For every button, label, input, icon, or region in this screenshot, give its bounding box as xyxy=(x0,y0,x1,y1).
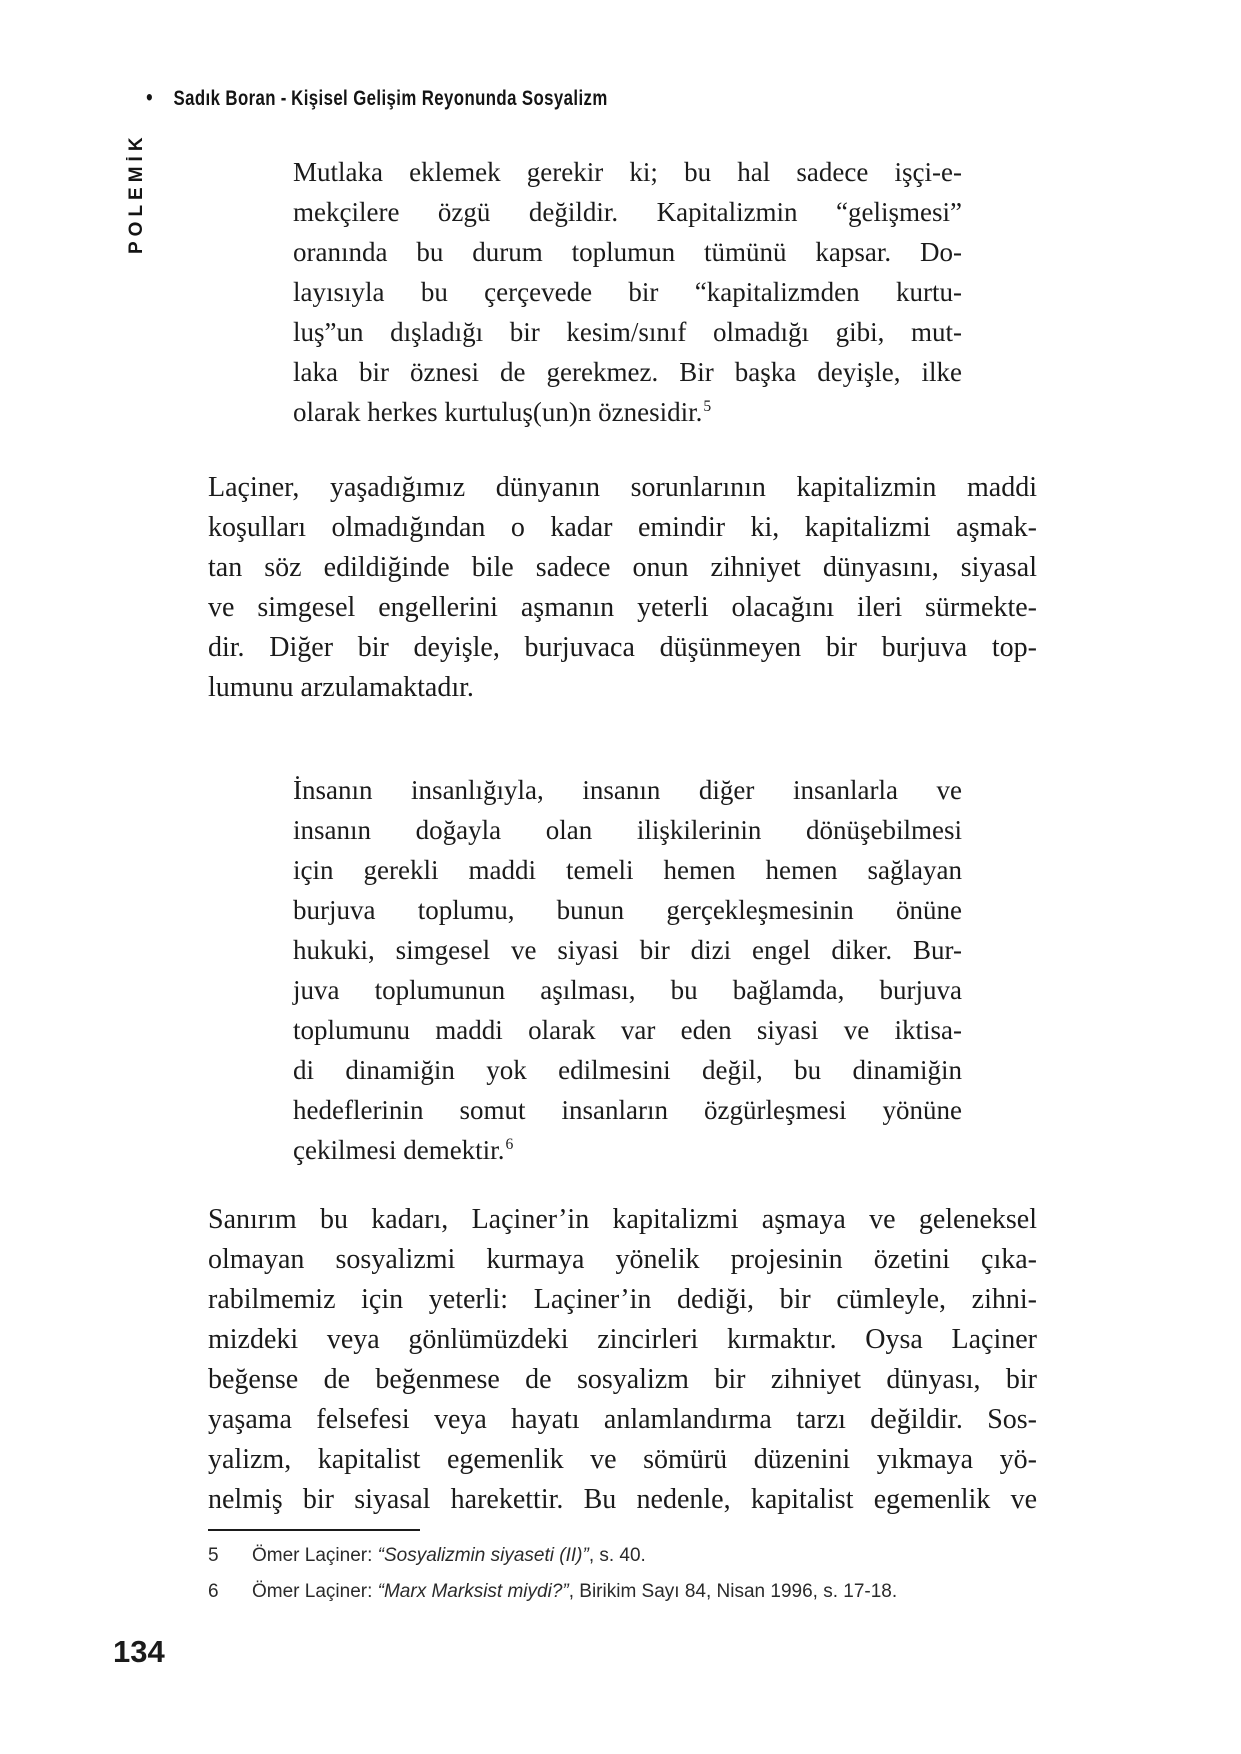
header-article-title: Kişisel Gelişim Reyonunda Sosyalizm xyxy=(291,87,608,110)
quote-line: için gerekli maddi temeli hemen hemen sağlayan xyxy=(293,855,962,885)
quote-line: laka bir öznesi de gerekmez. Bir başka deyişle, ilke xyxy=(293,357,962,387)
footnote-divider xyxy=(208,1529,420,1531)
blockquote-1 xyxy=(293,152,962,432)
quote-line: insanın doğayla olan ilişkilerinin dönüşebilmesi xyxy=(293,815,962,845)
footnote-text xyxy=(252,1545,646,1567)
footnote-prefix: Ömer Laçiner: xyxy=(252,1545,378,1566)
footnote-number: 5 xyxy=(208,1545,219,1566)
quote-last-line xyxy=(293,1130,962,1170)
paragraph-line: beğense de beğenmese de sosyalizm bir zihniyet dünyası, bir xyxy=(208,1364,1037,1395)
paragraph-line: Laçiner, yaşadığımız dünyanın sorunlarının kapitalizmin maddi xyxy=(208,472,1037,503)
quote-line: layısıyla bu çerçevede bir “kapitalizmden kurtu- xyxy=(293,277,962,307)
quote-line: di dinamiğin yok edilmesini değil, bu dinamiğin xyxy=(293,1055,962,1085)
footnote-title: “Sosyalizmin siyaseti (II)” xyxy=(377,1545,589,1566)
quote-line: oranında bu durum toplumun tümünü kapsar. Do- xyxy=(293,237,962,267)
quote-line: juva toplumunun aşılması, bu bağlamda, burjuva xyxy=(293,975,962,1005)
footnote-ref-5: 5 xyxy=(703,398,712,415)
footnote-6 xyxy=(208,1581,1048,1603)
quote-line: mekçilere özgü değildir. Kapitalizmin “gelişmesi” xyxy=(293,197,962,227)
quote-line: Mutlaka eklemek gerekir ki; bu hal sadece işçi-e- xyxy=(293,157,962,187)
quote-line: hukuki, simgesel ve siyasi bir dizi engel diker. Bur- xyxy=(293,935,962,965)
quote-last-line xyxy=(293,392,962,432)
footnote-suffix: , Birikim Sayı 84, Nisan 1996, s. 17-18. xyxy=(568,1581,898,1602)
paragraph-line: nelmiş bir siyasal harekettir. Bu nedenle, kapitalist egemenlik ve xyxy=(208,1484,1037,1515)
paragraph-1 xyxy=(208,468,1037,708)
paragraph-line: koşulları olmadığından o kadar emindir ki, kapitalizmi aşmak- xyxy=(208,512,1037,543)
quote-line: İnsanın insanlığıyla, insanın diğer insanlarla ve xyxy=(293,775,962,805)
paragraph-2 xyxy=(208,1200,1037,1520)
paragraph-line: dir. Diğer bir deyişle, burjuvaca düşünmeyen bir burjuva top- xyxy=(208,632,1037,663)
blockquote-2 xyxy=(293,770,962,1170)
paragraph-line: yaşama felsefesi veya hayatı anlamlandırma tarzı değildir. Sos- xyxy=(208,1404,1037,1435)
quote-line: toplumunu maddi olarak var eden siyasi ve iktisa- xyxy=(293,1015,962,1045)
quote-line-text: olarak herkes kurtuluş(un)n öznesidir. xyxy=(293,397,703,427)
header-separator: - xyxy=(280,87,287,110)
running-header xyxy=(146,86,608,111)
quote-line: hedeflerinin somut insanların özgürleşmesi yönüne xyxy=(293,1095,962,1125)
paragraph-line: rabilmemiz için yeterli: Laçiner’in dediği, bir cümleyle, zihni- xyxy=(208,1284,1037,1315)
section-label-vertical: POLEMİK xyxy=(126,132,147,254)
page-number: 134 xyxy=(113,1634,165,1669)
footnote-ref-6: 6 xyxy=(505,1136,514,1153)
quote-line: luş”un dışladığı bir kesim/sınıf olmadığı gibi, mut- xyxy=(293,317,962,347)
paragraph-line: tan söz edildiğinde bile sadece onun zihniyet dünyasını, siyasal xyxy=(208,552,1037,583)
paragraph-line: yalizm, kapitalist egemenlik ve sömürü düzenini yıkmaya yö- xyxy=(208,1444,1037,1475)
footnote-title: “Marx Marksist miydi?” xyxy=(377,1581,569,1602)
footnote-prefix: Ömer Laçiner: xyxy=(252,1581,378,1602)
paragraph-last-line: lumunu arzulamaktadır. xyxy=(208,672,474,703)
paragraph-line: ve simgesel engellerini aşmanın yeterli olacağını ileri sürmekte- xyxy=(208,592,1037,623)
quote-line-text: çekilmesi demektir. xyxy=(293,1135,505,1165)
paragraph-line: olmayan sosyalizmi kurmaya yönelik projesinin özetini çıka- xyxy=(208,1244,1037,1275)
paragraph-line: mizdeki veya gönlümüzdeki zincirleri kırmaktır. Oysa Laçiner xyxy=(208,1324,1037,1355)
footnote-5 xyxy=(208,1545,1048,1567)
paragraph-line: Sanırım bu kadarı, Laçiner’in kapitalizmi aşmaya ve geleneksel xyxy=(208,1204,1037,1235)
header-bullet-icon: • xyxy=(146,84,153,111)
footnote-suffix: , s. 40. xyxy=(588,1545,646,1566)
footnote-number: 6 xyxy=(208,1581,219,1602)
header-author: Sadık Boran xyxy=(173,87,276,110)
quote-line: burjuva toplumu, bunun gerçekleşmesinin önüne xyxy=(293,895,962,925)
footnote-text xyxy=(252,1581,897,1603)
